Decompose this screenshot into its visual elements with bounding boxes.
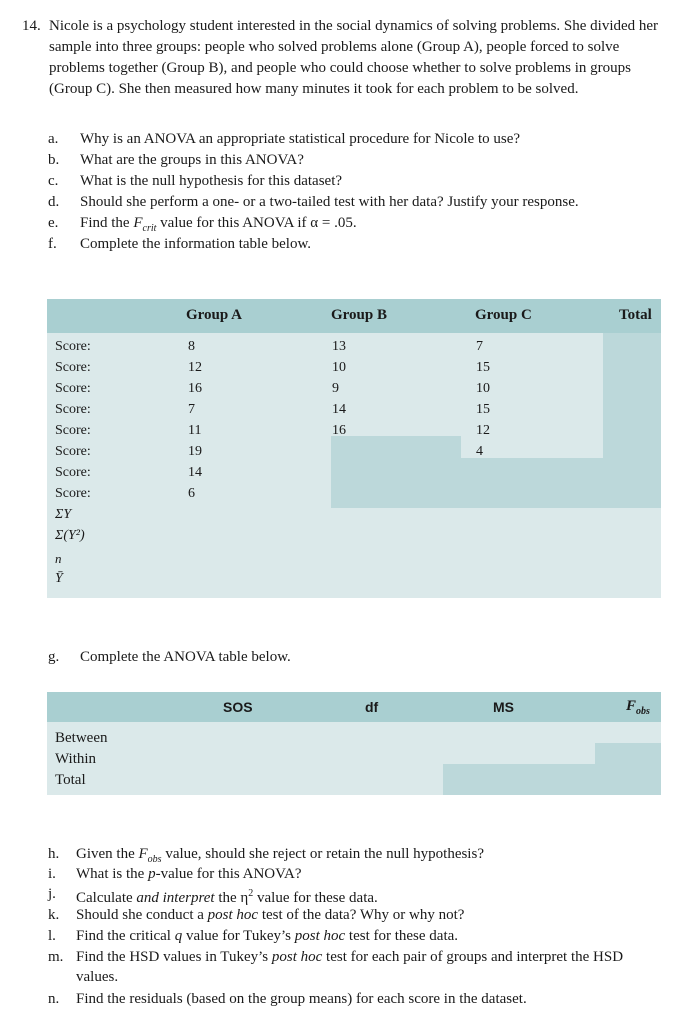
anova-table-header [47, 692, 661, 722]
row-within: Within [55, 751, 97, 767]
shade-group-c [461, 458, 603, 508]
score-a-1: 8 [188, 339, 195, 354]
row-between: Between [55, 730, 108, 746]
header-df: df [365, 699, 379, 715]
score-b-2: 10 [332, 360, 346, 375]
score-label: Score: [55, 465, 91, 480]
n-label: n [55, 551, 62, 566]
score-b-4: 14 [332, 402, 346, 417]
header-sos: SOS [223, 699, 253, 715]
score-label: Score: [55, 486, 91, 501]
header-group-c: Group C [475, 307, 532, 323]
shade-total-column [603, 333, 661, 508]
score-b-1: 13 [332, 339, 346, 354]
score-b-3: 9 [332, 381, 339, 396]
score-a-7: 14 [188, 465, 202, 480]
header-group-a: Group A [186, 307, 242, 323]
shade-fobs [595, 743, 661, 795]
mean-label: Ȳ [55, 571, 63, 586]
score-label: Score: [55, 381, 91, 396]
score-label: Score: [55, 444, 91, 459]
score-label: Score: [55, 402, 91, 417]
problem-number: 14. [22, 18, 41, 34]
score-b-5: 16 [332, 423, 346, 438]
score-label: Score: [55, 423, 91, 438]
score-a-5: 11 [188, 423, 202, 438]
header-total: Total [619, 307, 652, 323]
score-label: Score: [55, 339, 91, 354]
shade-group-b [331, 436, 461, 508]
score-c-1: 7 [476, 339, 483, 354]
sum-y-squared-label: Σ(Y²) [55, 528, 85, 543]
question-m: m. Find the HSD values in Tukey’s post hoc test for each pair of groups and interpret the HSD values. [48, 949, 624, 985]
shade-ms-total [443, 764, 595, 795]
score-c-2: 15 [476, 360, 490, 375]
header-group-b: Group B [331, 307, 387, 323]
score-c-5: 12 [476, 423, 490, 438]
score-label: Score: [55, 360, 91, 375]
header-ms: MS [493, 699, 514, 715]
row-total: Total [55, 772, 86, 788]
score-a-2: 12 [188, 360, 202, 375]
sum-y-label: ΣY [55, 507, 72, 522]
score-c-3: 10 [476, 381, 490, 396]
score-a-8: 6 [188, 486, 195, 501]
score-a-6: 19 [188, 444, 202, 459]
header-fobs: $F_{obs}$ [626, 698, 650, 717]
score-a-3: 16 [188, 381, 202, 396]
score-c-6: 4 [476, 444, 483, 459]
problem-text: Nicole is a psychology student interested in the social dynamics of solving problems. She divided her sample into three groups: people who solved problems alone (Group A), people forced to solve problems together (Group B), and people who could choose whether to solve problems in groups (Group C). She then measured how many minutes it took for each problem to be solved. [49, 18, 659, 97]
score-c-4: 15 [476, 402, 490, 417]
score-a-4: 7 [188, 402, 195, 417]
problem-stem [22, 16, 672, 100]
